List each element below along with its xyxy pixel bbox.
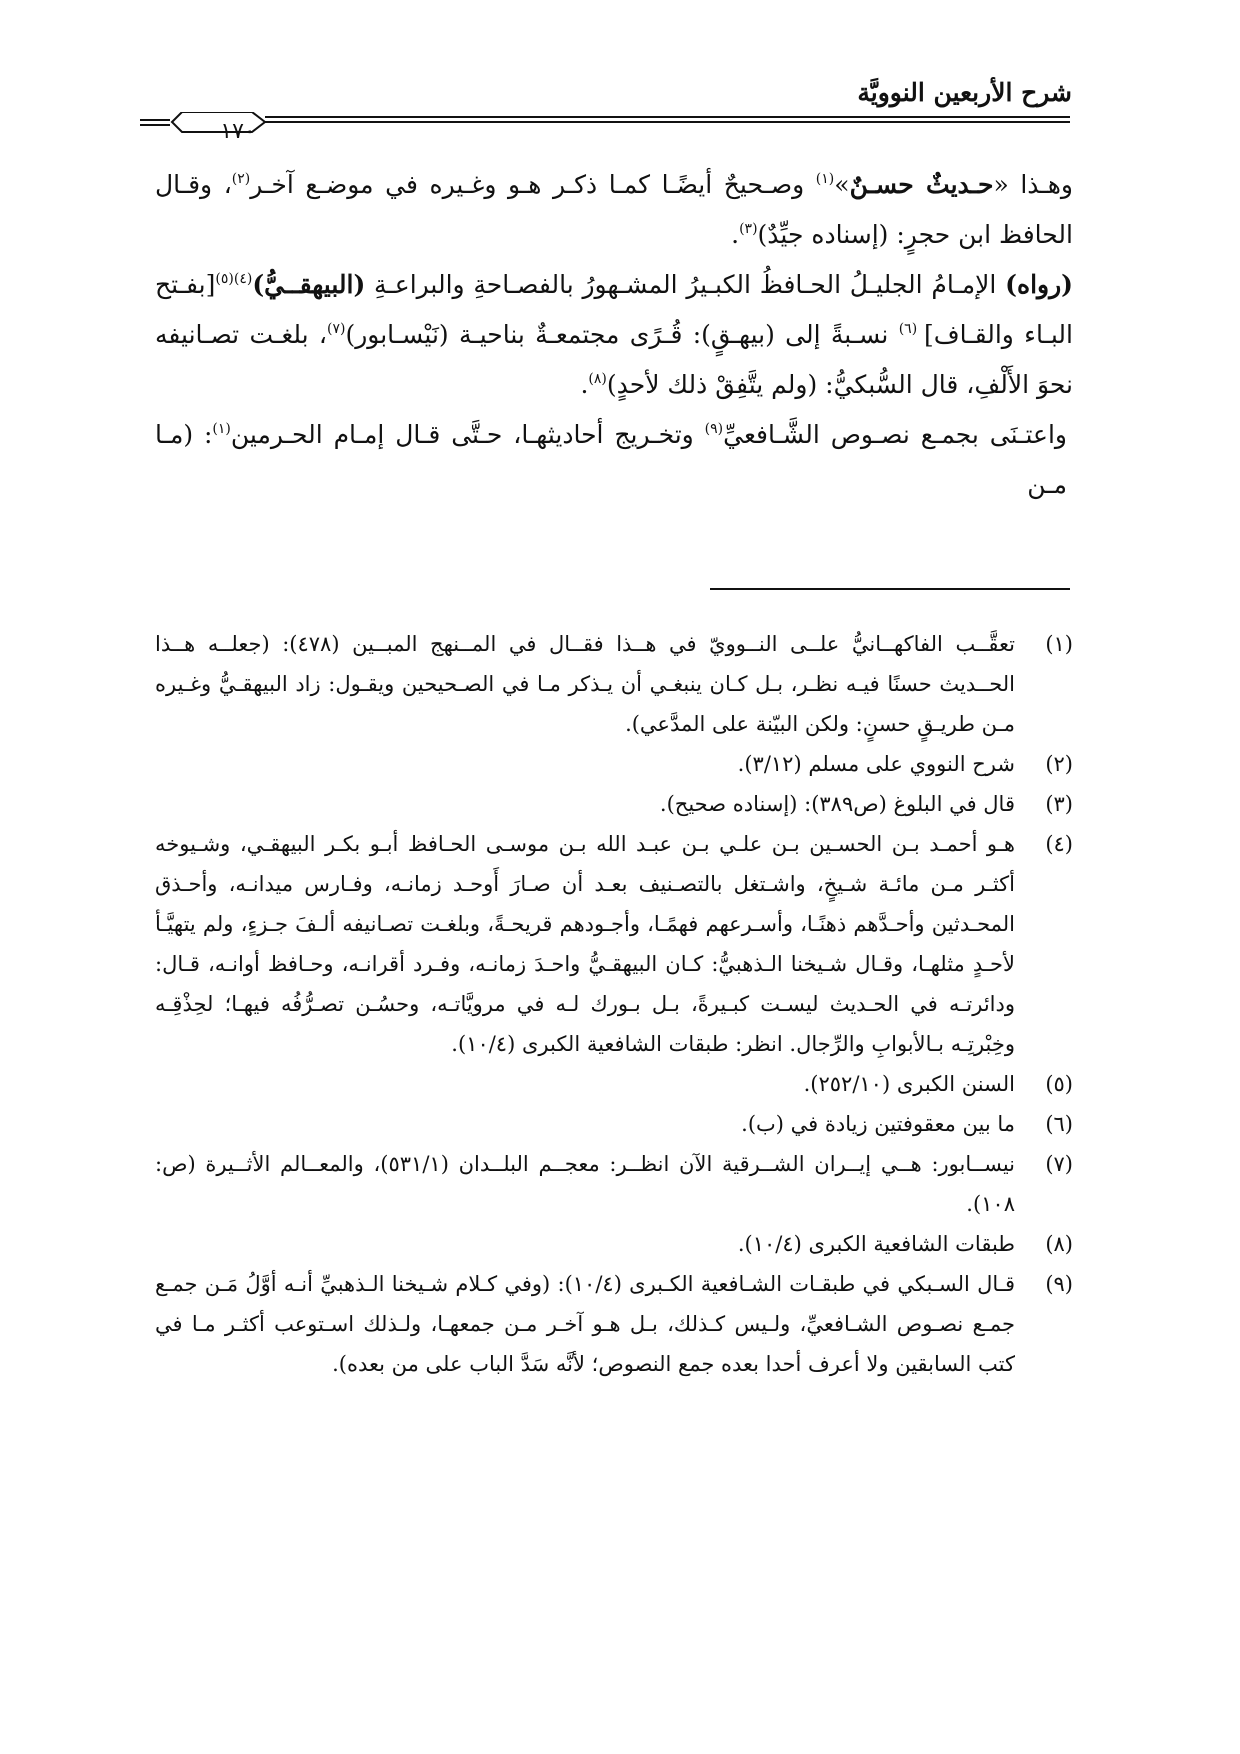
bold-term: (البيهقــيُّ) bbox=[252, 270, 366, 299]
footnote-ref: (٢) bbox=[231, 171, 251, 187]
text-run: وتخـريج أحاديثهـا، حـتَّى قـال إمـام الحـرمين bbox=[230, 420, 705, 449]
footnote bbox=[155, 824, 1073, 1064]
footnote-ref: (١) bbox=[212, 421, 231, 437]
text-run: وصـحيحٌ أيضًـا كمـا ذكـر هـو وغـيره في موضـع آخـر bbox=[250, 170, 816, 199]
footnote-number: (٣) bbox=[1045, 792, 1073, 816]
paragraph-2 bbox=[155, 260, 1073, 410]
footnote bbox=[155, 1264, 1073, 1384]
footnote-text: السنن الكبرى (٢٥٢/١٠). bbox=[803, 1072, 1015, 1096]
text-run: ، وقـال الحافظ ابن حجرٍ: (إسناده جيِّدٌ) bbox=[155, 170, 1073, 249]
footnote bbox=[155, 1224, 1073, 1264]
paragraph-1 bbox=[155, 160, 1073, 260]
footnote-text: طبقات الشافعية الكبرى (١٠/٤). bbox=[737, 1232, 1015, 1256]
footnote-number: (٥) bbox=[1045, 1072, 1073, 1096]
footnote-text: تعقَّــب الفاكهــانيُّ علــى النــوويّ في هــذا فقــال في المــنهج المبــين (٤٧٨): (جعلــه هــذا الحــديث حسنًا فيـه نظـر، بـل كـان ينبغـي أن يـذكر مـا في الصـحيحين ويقـول: زاد البيهقـيُّ وغـيره مـن طريـقٍ حسنٍ: ولكن البيّنة على المدَّعي). bbox=[155, 632, 1015, 736]
footnote-text: قـال السـبكي في طبقـات الشـافعية الكـبرى (١٠/٤): (وفي كـلام شـيخنا الـذهبيِّ أنـه أوَّلُ مَـن جمـع جمـع نصـوص الشـافعيِّ، ولـيس كـذلك، بـل هـو آخـر مـن جمعهـا، ولـذلك اسـتوعب أكثـر مـا في كتب السابقين ولا أعرف أحدا بعده جمع النصوص؛ لأنَّه سَدَّ الباب على من بعده). bbox=[155, 1272, 1016, 1376]
footnote-number: (٨) bbox=[1045, 1232, 1073, 1256]
footnote-text: هـو أحمـد بـن الحسـين بـن علـي بـن عبـد الله بـن موسـى الحـافظ أبـو بكـر البيهقـي، وشـيوخه أكثـر مـن مائـة شـيخٍ، واشـتغل بالتصـنيف بعـد أن صـارَ أَوحـد زمانـه، وفـارس ميدانـه، وأحـذق المحـدثين وأحـدَّهم ذهنًـا، وأسـرعهم فهمًـا، وأجـودهم قريحـةً، وبلغـت تصـانيفه ألـفَ جـزءٍ، ولم يتهيَّـأ لأحـدٍ مثلهـا، وقـال شـيخنا الـذهبيُّ: كـان البيهقـيُّ واحـدَ زمانـه، وفـرد أقرانـه، وحـافظ أوانـه، قـال: ودائرتـه في الحـديث ليسـت كبـيرةً، بـل بـورك لـه في مرويَّاتـه، وحسُـن تصـرُّفُه فيهـا؛ لحِذْقِـه وخِبْرتِـه بـالأبوابِ والرِّجال. انظر: طبقات الشافعية الكبرى (١٠/٤). bbox=[155, 832, 1015, 1056]
text-run: نسـبةً إلى (بيهـقٍ): قُـرًى مجتمعـةٌ بناحيـة (نَيْسـابور) bbox=[345, 320, 899, 349]
text-run: واعتـنَى بجمـع نصـوص الشَّـافعيِّ bbox=[723, 420, 1067, 449]
footnote-ref: (١) bbox=[815, 171, 835, 187]
bold-term: (رواه) bbox=[1005, 270, 1073, 299]
text-run: . bbox=[731, 220, 740, 249]
text-run: [بفـتح البـاء والقـاف] bbox=[155, 270, 1073, 349]
footnote-ref: (٧) bbox=[327, 321, 346, 337]
paragraph-3 bbox=[155, 410, 1073, 510]
bold-term: حـديثٌ حسـنٌ bbox=[849, 170, 994, 199]
footnote-separator bbox=[710, 588, 1070, 590]
footnote bbox=[155, 1144, 1073, 1224]
footnote-ref: (٤)(٥) bbox=[215, 271, 253, 287]
footnote bbox=[155, 1064, 1073, 1104]
footnote bbox=[155, 624, 1073, 744]
footnote-ref: (٦) bbox=[898, 321, 924, 337]
main-text bbox=[155, 160, 1073, 510]
footnote-text: ما بين معقوفتين زيادة في (ب). bbox=[741, 1112, 1015, 1136]
footnote-number: (٤) bbox=[1045, 832, 1073, 856]
footnote-number: (١) bbox=[1045, 632, 1073, 656]
footnote-ref: (٨) bbox=[588, 371, 607, 387]
footnote-ref: (٩) bbox=[704, 421, 724, 437]
footnote-number: (٧) bbox=[1045, 1152, 1073, 1176]
book-title: شرح الأربعين النوويَّة bbox=[857, 78, 1072, 107]
footnotes bbox=[155, 624, 1073, 1384]
text-run: ، بلغـت تصـانيفه نحوَ الأَلْفِ، قال السُّبكيُّ: (ولم يتَّفِقْ ذلك لأحدٍ) bbox=[155, 320, 1073, 399]
footnote bbox=[155, 744, 1073, 784]
text-run: الإمـامُ الجليـلُ الحـافظُ الكبـيرُ المشـهورُ بالفصـاحةِ والبراعـةِ bbox=[365, 270, 1006, 299]
footnote bbox=[155, 1104, 1073, 1144]
footnote-number: (٢) bbox=[1045, 752, 1073, 776]
text-run: » bbox=[834, 170, 850, 199]
footnote-text: نيســابور: هــي إيــران الشــرقية الآن انظــر: معجــم البلــدان (٥٣١/١)، والمعــالم الأثــيرة (ص: ١٠٨). bbox=[155, 1152, 1015, 1216]
footnote-ref: (٣) bbox=[739, 221, 758, 237]
page-number: ١٧٠ bbox=[220, 119, 256, 144]
text-run: . bbox=[580, 370, 589, 399]
footnote-number: (٦) bbox=[1045, 1112, 1073, 1136]
text-run: : (مـا مـن bbox=[155, 420, 1067, 499]
footnote-text: شرح النووي على مسلم (٣/١٢). bbox=[737, 752, 1015, 776]
footnote-number: (٩) bbox=[1045, 1272, 1073, 1296]
text-run: وهـذا « bbox=[993, 170, 1073, 199]
footnote-text: قال في البلوغ (ص٣٨٩): (إسناده صحيح). bbox=[659, 792, 1015, 816]
footnote bbox=[155, 784, 1073, 824]
